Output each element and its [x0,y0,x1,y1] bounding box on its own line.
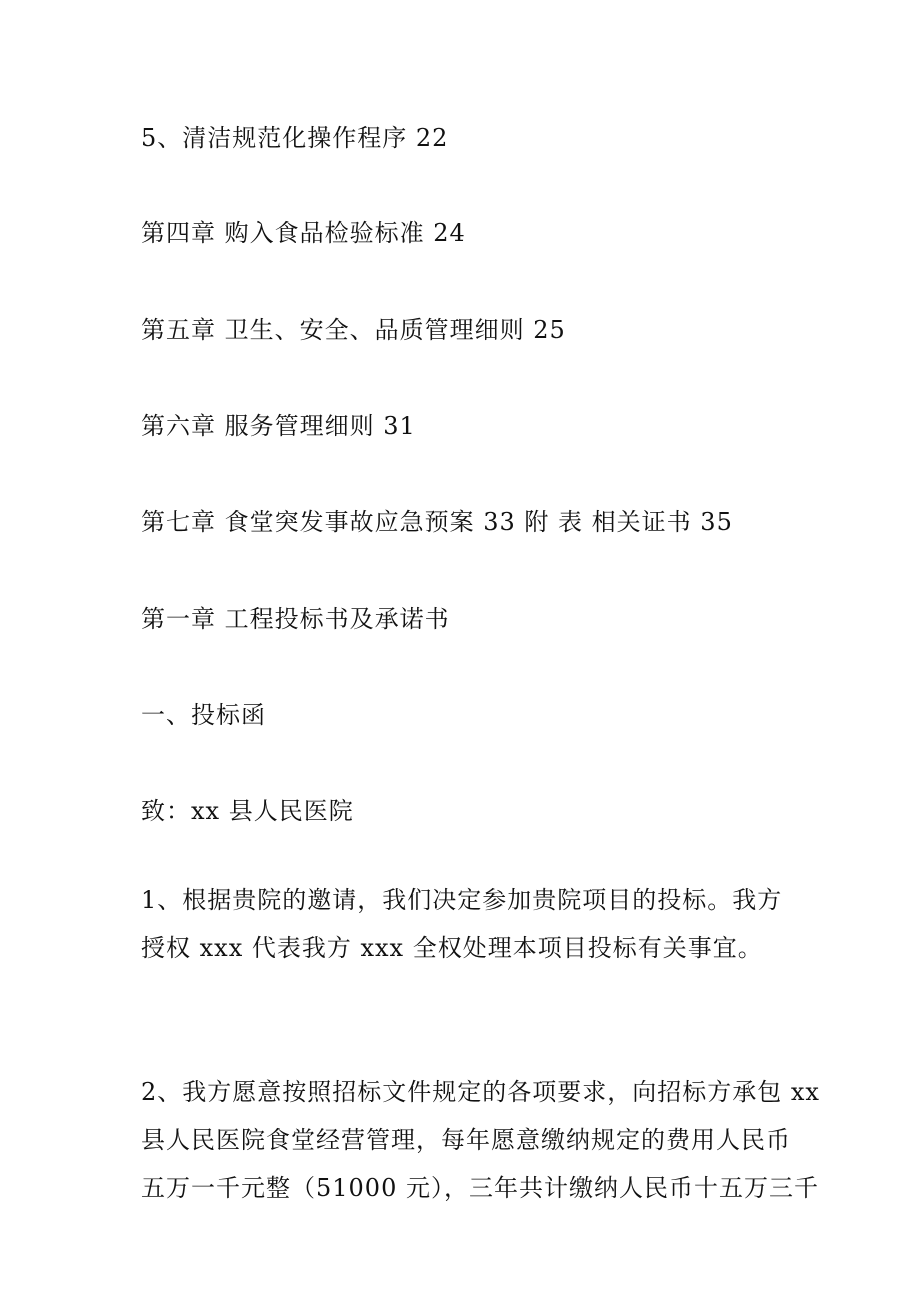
toc-line-chapter-6: 第六章 服务管理细则 31 [141,412,416,440]
paragraph-line: 1、根据贵院的邀请，我们决定参加贵院项目的投标。我方 [141,886,783,914]
chapter-title: 第一章 工程投标书及承诺书 [141,605,450,633]
paragraph-line: 授权 xxx 代表我方 xxx 全权处理本项目投标有关事宜。 [141,934,763,962]
section-title: 一、投标函 [141,701,266,729]
toc-line-chapter-4: 第四章 购入食品检验标准 24 [141,219,466,247]
toc-line-cleaning-procedure: 5、清洁规范化操作程序 22 [141,124,449,152]
paragraph-authorization [141,876,791,972]
toc-line-chapter-7: 第七章 食堂突发事故应急预案 33 附 表 相关证书 35 [141,508,733,536]
paragraph-line: 五万一千元整（51000 元），三年共计缴纳人民币十五万三千 [141,1174,819,1202]
paragraph-line: 县人民医院食堂经营管理，每年愿意缴纳规定的费用人民币 [141,1126,791,1154]
toc-line-chapter-5: 第五章 卫生、安全、品质管理细则 25 [141,316,566,344]
addressee: 致：xx 县人民医院 [141,797,354,825]
paragraph-commitment [141,1068,820,1212]
paragraph-line: 2、我方愿意按照招标文件规定的各项要求，向招标方承包 xx [141,1078,820,1106]
